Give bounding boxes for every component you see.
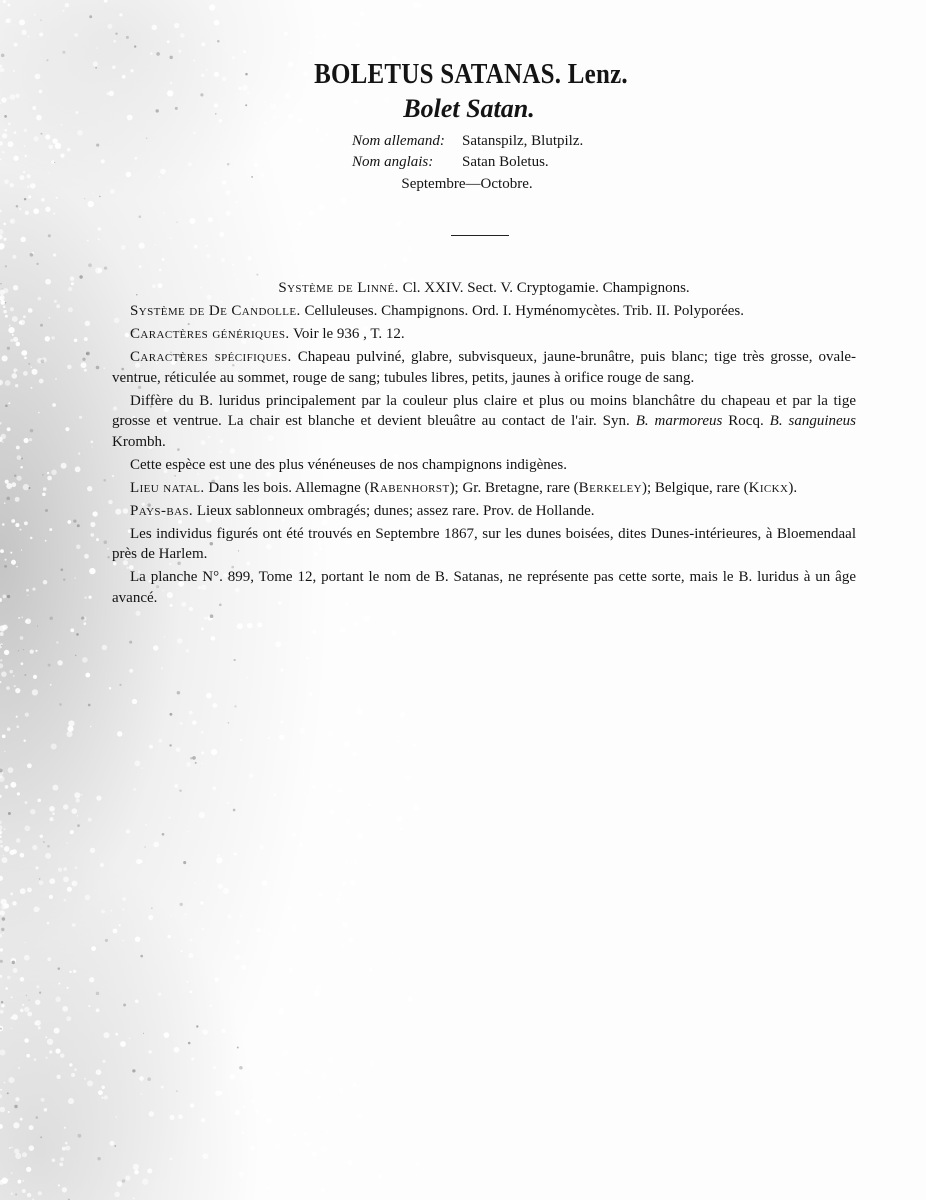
para-lieu bbox=[112, 478, 856, 499]
text-candolle: Celluleuses. Champignons. Ord. I. Hyménomycètes. Trib. II. Polyporées. bbox=[304, 303, 744, 319]
label-candolle: Système de De Candolle. bbox=[130, 303, 301, 319]
synonym-2-author: Krombh. bbox=[112, 433, 166, 450]
text-generiques: Voir le 936 , T. 12. bbox=[293, 326, 405, 342]
description-body bbox=[112, 278, 856, 611]
synonym-1-author: Rocq. bbox=[728, 413, 764, 429]
synonym-2: B. sanguineus bbox=[769, 413, 857, 429]
title-divider bbox=[451, 235, 509, 236]
label-specifiques: Caractères spécifiques. bbox=[130, 349, 292, 365]
label-generiques: Caractères génériques. bbox=[130, 326, 290, 342]
para-differe bbox=[112, 391, 856, 453]
name-row-english bbox=[352, 152, 583, 173]
name-value-english: Satan Boletus. bbox=[462, 154, 549, 170]
season-text: Septembre—Octobre. bbox=[401, 176, 533, 192]
text-differe: Diffère du B. luridus principalement par la couleur plus claire et plus ou moins blanchâtre du chapeau et par la tige grosse et ventrue. La chair est blanche et devient bleuâtre au contact de l'air. Syn. bbox=[112, 392, 856, 429]
text-lieu-a: Dans les bois. Allemagne ( bbox=[208, 479, 370, 496]
para-generiques bbox=[112, 324, 856, 345]
common-names-list bbox=[352, 131, 583, 173]
name-row-german bbox=[352, 131, 583, 152]
name-value-german: Satanspilz, Blutpilz. bbox=[462, 133, 584, 149]
para-individus bbox=[112, 524, 856, 565]
text-linne: Cl. XXIV. Sect. V. Cryptogamie. Champignons. bbox=[402, 280, 690, 296]
ref-berkeley: Berkeley bbox=[578, 479, 642, 496]
ref-kickx: Kickx bbox=[748, 479, 789, 496]
label-linne: Système de Linné. bbox=[278, 280, 399, 296]
para-paysbas bbox=[112, 501, 856, 522]
text-individus: Les individus figurés ont été trouvés en Septembre 1867, sur les dunes boisées, dites Dunes-intérieures, à Bloemendaal près de Harlem. bbox=[112, 525, 856, 562]
para-candolle bbox=[112, 301, 856, 322]
text-paysbas: Lieux sablonneux ombragés; dunes; assez rare. Prov. de Hollande. bbox=[196, 502, 595, 519]
synonym-1: B. marmoreus bbox=[635, 413, 723, 429]
name-key-english: Nom anglais: bbox=[352, 154, 434, 170]
para-specifiques bbox=[112, 347, 856, 388]
para-linne bbox=[112, 278, 856, 299]
label-paysbas: Pays-bas. bbox=[130, 502, 194, 519]
ref-rabenhorst: Rabenhorst bbox=[369, 479, 450, 496]
text-veneneuse: Cette espèce est une des plus vénéneuses de nos champignons indigènes. bbox=[130, 456, 567, 473]
text-lieu-b: ); Gr. Bretagne, rare ( bbox=[449, 479, 579, 496]
para-veneneuse bbox=[112, 455, 856, 476]
page-title: BOLETUS SATANAS. Lenz. bbox=[314, 58, 628, 90]
text-planche: La planche N°. 899, Tome 12, portant le nom de B. Satanas, ne représente pas cette sorte, mais le B. luridus à un âge avancé. bbox=[112, 569, 856, 606]
label-lieu: Lieu natal. bbox=[130, 479, 205, 496]
name-key-german: Nom allemand: bbox=[352, 133, 445, 149]
text-lieu-d: ). bbox=[788, 479, 798, 496]
text-lieu-c: ); Belgique, rare ( bbox=[641, 479, 749, 496]
text-specifiques: Chapeau pulviné, glabre, subvisqueux, jaune-brunâtre, puis blanc; tige très grosse, ovale-ventrue, réticulée au sommet, rouge de sang; tubules libres, petits, jaunes à orifice rouge de sang. bbox=[112, 349, 857, 386]
page-subtitle: Bolet Satan. bbox=[403, 94, 535, 123]
para-planche bbox=[112, 567, 856, 608]
